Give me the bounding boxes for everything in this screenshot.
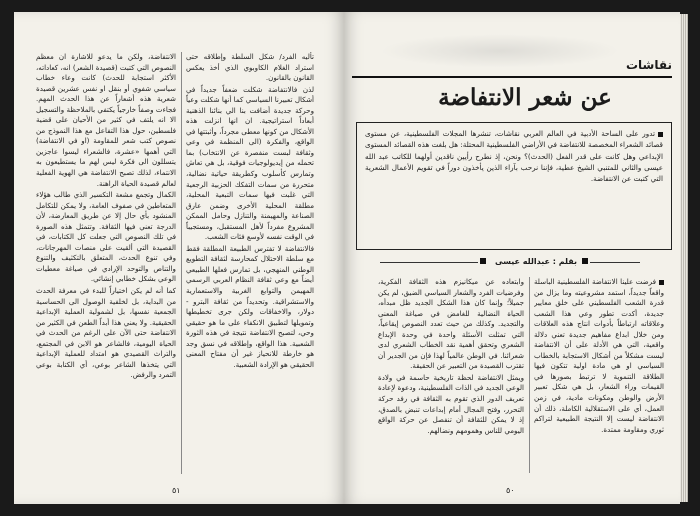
section-label: نقاشات <box>625 58 672 72</box>
intro-paragraph: تدور على الساحة الأدبية في العالم العربي نقاشات، تنشرها المجلات الفلسطينية، عن مستوى قصائد الشعراء المخصصة للانتفاضة في الأراضي الفلسطينية المحتلة: هل بلغت هذه القصائد المستوى الإبداعي وهل كانت على قدر الفعل (الحدث)؟ ونحن، إذ نطرح رأيين ناقدين أولهما للكاتب عبد الله عيسى والثاني للمتنبي الشيخ عطية، فإننا نرحب بآراء الذين يأخذون دوراً في تقويم الأعمال الشعرية التي كتبت عن الانتفاضة. <box>365 129 663 184</box>
square-bullet-icon <box>658 132 663 137</box>
byline-rule-left <box>380 262 478 263</box>
left-col-right-para-2: لذن فالانتفاضة شكلت ضعفاً جديداً في أشكال تعبيرنا السياسي كما أنها شكلت وعياً وحركة جديدة أضافت بنا الي بنائنا الذهنية أبعاداً استراتيجية. ان انها انزلت هذه الأشكال من كونها معطى مجرداً، وأثبتتها في الواقع، والفكرة (الى المنظمة في وعي وثقافة لبست منفصرة عن الانتخاب) بما تحمله من إيديولوجيات فوقية، بل هي تعاش وتمارس كأسلوب وكطريقة حياتية نضالية، متحررة من سمات التفكك الحزبية الرجعية التي غلبت فيها سمات التبعية المحلية، مطلقة المحلية الأخرى وضمن عارق الصناعة والمهيمنة والتنازل وحامل الممكن المشروع مفرداً لأهل المستقبل، ومستجيباً في الوقت نفسه لأوسع فئات الشعب. <box>186 84 314 242</box>
right-col-right-text: فرضت علينا الانتفاضة الفلسطينية الباسلة واقعاً جديداً، استمد مشروعيته وما يزال من قدرة الشعب الفلسطيني على خلق معايير جديدة، أكدت تطور وعي هذا الشعب وعلاقاته ارتباطاً بأدوات انتاج هذه العلاقات ومن خلال ابداع مفاهيم جديدة تعني دلالة واقعية، التي هي الأدلة على أن الانتفاضة ليست مشكلاً من أشكال الاستجابة بالخطاب السياسي او هي مادة اولية تتكون فيها الطلاقة التنموية لا ترتبط بصورها في القيمات وراء الشعار، بل هي شكل تعبير الأرض والوطن ومكونات مادية، في زمن العمل، أي على الاستقلالية الكاملة، ذلك أن الانتفاضة ليست إلا النتيجة الطبيعية لتراكم ثوري ومقاومة ممتدة. <box>534 277 664 434</box>
author-byline <box>380 255 640 269</box>
column-divider <box>529 277 530 473</box>
square-bullet-icon <box>659 280 664 285</box>
left-col-left-para-1: الانتفاضة، ولكن ما يدعو للاشارة ان معظم النصوص التي كتبت (قصيدة الشعر) انه، كعاداته، الأكثر استجابة للحدث) كانت وعاء خطاب سياسي شفوي أو بنقل او نفس عشرين قصيدة شعرية هذه أشعاراً عن هذا الحدث المهم. فجاءت وصفاً خارجياً يكتفي بالملاحظة والتسجيل الا انه يلتف في كثير من الأحيان على قضية فلسطين، حول هذا التفاعل مع هذا النموذج من نصوص كتب شعر للمقاومة (او في الانتفاضة) التي أهمها «عشرة، فالشعراء ليسوا عاجزين يتسللون الى فكرة ليس لهم ما يستطيعون به الانتماء، لذلك تصبح الانتفاضة هي الهوية الفعلية لعالم قصيدة الحياة الراهنة. <box>36 52 176 188</box>
left-col-left-para-3: كما أنه لم يكن اختياراً للبدء في معرفة الحدث من البداية، بل لخلفية الوصول الى الحساسية الجمعية نفسها، بل لشمولية العملية الإبداعية الحقيقية. ولا يعني هذا أبداً الطعن في الكثير من الانتفاضة حتى الآن على الرغم من الحدث في الحياة اليومية، فالشاعر هو الابن في المجتمع، والتراث القصيدي هو امتداد للعملية الإبداعية التي يتخذها الشاعر بوعي، أي الكتابة بوعي التمرد والرفض. <box>36 286 176 380</box>
right-col-right-para-1 <box>534 277 664 435</box>
left-page-number: ٥١ <box>172 486 181 495</box>
intro-box <box>356 122 672 250</box>
left-col-left-para-2: الكمال وتجمع مشعة التكسير الذي طالب هؤلاء المتعاطين في صفوف العامة، ولا يمكن للتكامل المنشود بأي حال إلا عن طريق المعارضة، لأن الدرجة تعني فيها الثقافة. وتتمثل هذه الصورة في تلك النصوص التي جعلت كل الكتابات، في القصيدة التي ألقيت على منصات المهرجانات، وفي تنوع الحدث، المتعلق بالتكثيف والتنوع والتناص والتوحد الإرادي في صياغة معطيات الوعي بشكل خطابي إنشائي. <box>36 190 176 284</box>
author-name: بقلم : عبدالله عيسى <box>494 257 578 266</box>
column-divider <box>181 52 182 474</box>
section-rule <box>352 76 672 78</box>
intro-text <box>365 128 663 240</box>
article-title: عن شعر الانتفاضة <box>438 84 612 111</box>
left-page-column-left <box>36 52 176 474</box>
square-bullet-icon <box>480 258 486 264</box>
right-col-left-para-1: وابتعاده عن ميكانيزم هذه الثقافة الفكرية، وفرضيات الفرد والشعار السياسي الضيق، لم يكن جميلاً؛ وإنما كان هذا الشكل الجديد ظل مبدأه، الحياة النضالية للغامض في صياغة المعنى والتجديد. وكذلك من حيث تعدد النصوص إيقاعياً، التي تمثلت الأسئلة واحدة في وحدة الإبداع الشعري وتحقق أهمية نقد الخطاب الشعري لدى شعرائنا. في الوطن عالمياً لهذا فإن من الجدير أن تقترب القصيدة من التعبير عن الحقيقة. <box>378 277 524 371</box>
page-edges <box>680 14 688 502</box>
left-col-right-para-1: تأليه الفرد/ شكل السلطة وإطلاقه حتى استراد الغلام الكاوبوي الذي أخذ يعكس القانون بالقانون. <box>186 52 314 83</box>
right-col-left-para-2: ويمثل الانتفاضة لحظة تاريخية حاسمة في ولادة الوعي الجديد في الذات الفلسطينية، ودعوة لإعادة تعريف الدور الذي تقوم به الثقافة في رفد حركة التحرر، وفتح المجال أمام إبداعات تنبض بالصدق، إذ لا يمكن للثقافة أن تنفصل عن حركة الواقع اليومي للناس وهمومهم ونضالهم. <box>378 372 524 435</box>
right-page-column-left <box>378 277 524 473</box>
right-page-number: ٥٠ <box>506 486 515 495</box>
right-page-column-right <box>534 277 664 473</box>
left-page-column-right <box>186 52 314 474</box>
byline-rule-right <box>590 262 640 263</box>
left-col-right-para-3: فالانتفاضة لا تفترس الطبيعة المطلقة فقط مع سلطة الاحتلال كمحارسة لثقافة التطويع الوطني المنهجي، بل تمارس فعلها الطبيعي أيضاً مع وعي ثقافة النظام العربي الرسمي المهيمن والتوابع الغربية والاستعمارية والاستشراقية. وتحديداً من ثقافة البترو - دولار، والاخفاقات ولكن جرى تخطيطها وتمويلها لتطبيق الانكفاء على ما هو حقيقي وحي، لتصبح الانتفاضة نتيجة في هذه الثورة الشعبية. هذا الواقع، وإطلاقه في نسق وجد هو خارطة للانحياز غير أن مفتاح المعنى الحقيقي هو الإرادة الشعبية. <box>186 243 314 369</box>
square-bullet-icon <box>582 258 588 264</box>
